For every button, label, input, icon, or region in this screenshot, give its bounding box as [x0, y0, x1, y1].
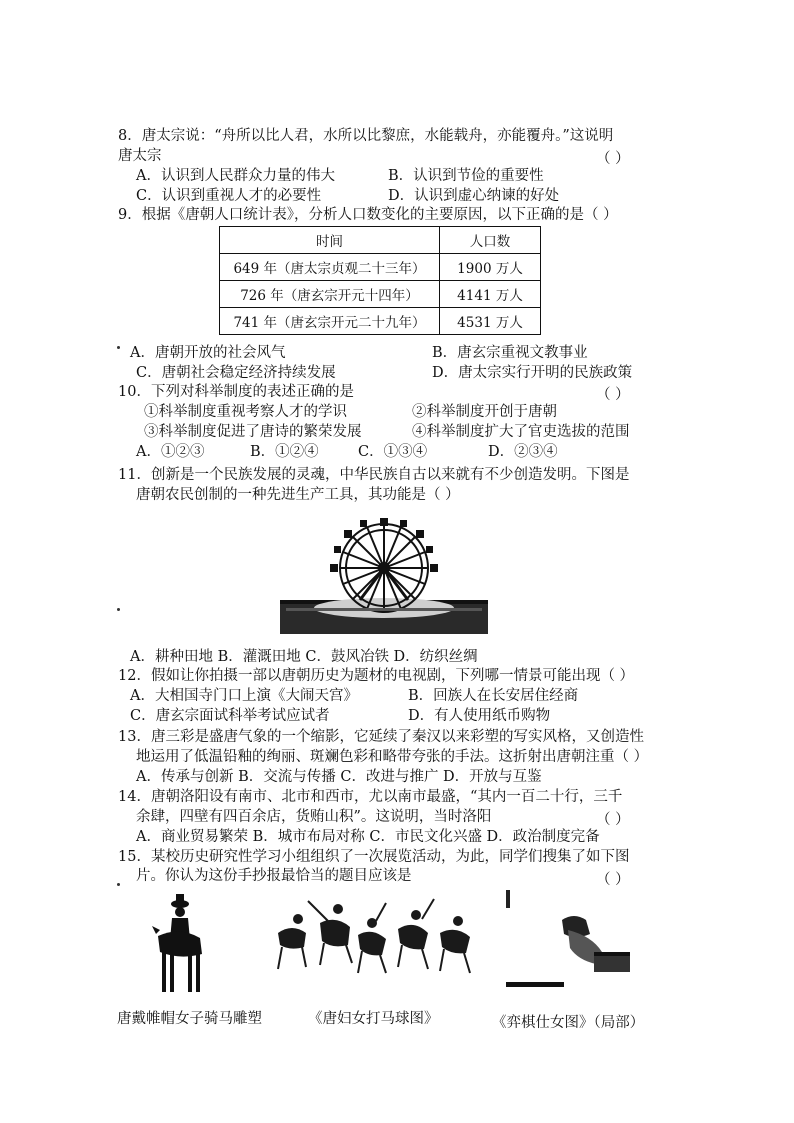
table-header-cell: 人口数	[440, 227, 541, 254]
q9-stem: 9．根据《唐朝人口统计表》，分析人口数变化的主要原因，以下正确的是（ ）	[118, 207, 618, 223]
scan-speck	[117, 346, 120, 349]
q8-option-b: B．认识到节俭的重要性	[388, 168, 544, 184]
scan-speck	[117, 608, 120, 611]
q11-stem-line1: 11．创新是一个民族发展的灵魂，中华民族自古以来就有不少创造发明。下图是	[118, 467, 630, 483]
table-header-row	[220, 227, 541, 254]
q9-option-d: D．唐太宗实行开明的民族政策	[432, 365, 633, 381]
q12-stem: 12．假如让你拍摄一部以唐朝历史为题材的电视剧，下列哪一情景可能出现（ ）	[118, 668, 635, 684]
q15-caption-3: 《弈棋仕女图》（局部）	[492, 1015, 645, 1031]
q11-options: A．耕种田地 B．灌溉田地 C．鼓风冶铁 D．纺织丝绸	[130, 649, 478, 665]
q13-options: A．传承与创新 B．交流与传播 C．改进与推广 D．开放与互鉴	[136, 769, 542, 785]
table-cell: 4141 万人	[440, 281, 541, 308]
polo-players-painting-image	[268, 893, 488, 981]
q8-option-a: A．认识到人民群众力量的伟大	[136, 168, 335, 184]
q8-option-c: C．认识到重视人才的必要性	[136, 188, 322, 204]
q10-option-d: D．②③④	[488, 444, 558, 460]
q14-stem-line2: 余肆，四壁有四百余店，货贿山积”。这说明，当时洛阳	[136, 809, 492, 825]
q15-stem-line2: 片。你认为这份手抄报最恰当的题目应该是	[136, 868, 412, 884]
scan-speck	[117, 883, 120, 886]
q9-option-c: C．唐朝社会稳定经济持续发展	[136, 365, 336, 381]
waterwheel-illustration	[276, 516, 492, 638]
population-table	[219, 226, 541, 335]
q12-option-c: C．唐玄宗面试科举考试应试者	[130, 708, 330, 724]
q12-option-d: D．有人使用纸币购物	[408, 708, 551, 724]
q13-stem-line2: 地运用了低温铅釉的绚丽、斑斓色彩和略带夸张的手法。这折射出唐朝注重（ ）	[136, 749, 649, 765]
q8-stem-line2: 唐太宗	[118, 148, 162, 164]
table-header-cell: 时间	[220, 227, 440, 254]
q14-answer-paren: （ ）	[596, 812, 630, 828]
q8-stem-line1: 8．唐太宗说：“舟所以比人君，水所以比黎庶，水能载舟，亦能覆舟。”这说明	[118, 128, 614, 144]
q15-stem-line1: 15．某校历史研究性学习小组组织了一次展览活动，为此，同学们搜集了如下图	[118, 849, 630, 865]
q10-option-a: A．①②③	[136, 444, 205, 460]
q15-caption-1: 唐戴帷帽女子骑马雕塑	[117, 1011, 262, 1027]
q10-stem: 10．下列对科举制度的表述正确的是	[118, 384, 354, 400]
q15-caption-2: 《唐妇女打马球图》	[308, 1011, 439, 1027]
q8-answer-paren: （ ）	[596, 151, 630, 167]
q12-option-b: B．回族人在长安居住经商	[408, 688, 579, 704]
q9-option-b: B．唐玄宗重视文教事业	[432, 345, 588, 361]
q14-stem-line1: 14．唐朝洛阳设有南市、北市和西市，尤以南市最盛，“其内一百二十行，三千	[118, 789, 623, 805]
table-row	[220, 281, 541, 308]
weiqi-lady-painting-image	[506, 890, 636, 990]
q13-stem-line1: 13．唐三彩是盛唐气象的一个缩影，它延续了秦汉以来彩塑的写实风格，又创造性	[118, 729, 644, 745]
table-row	[220, 254, 541, 281]
q10-answer-paren: （ ）	[596, 387, 630, 403]
q11-stem-line2: 唐朝农民创制的一种先进生产工具，其功能是（ ）	[136, 487, 460, 503]
q8-option-d: D．认识到虚心纳谏的好处	[388, 188, 560, 204]
table-cell: 726 年（唐玄宗开元十四年）	[220, 281, 440, 308]
q10-statement-2: ②科举制度开创于唐朝	[412, 404, 557, 420]
table-cell: 649 年（唐太宗贞观二十三年）	[220, 254, 440, 281]
table-cell: 1900 万人	[440, 254, 541, 281]
q9-option-a: A．唐朝开放的社会风气	[130, 345, 286, 361]
table-cell: 4531 万人	[440, 308, 541, 335]
horse-rider-statue-image	[150, 890, 210, 1002]
q10-option-c: C．①③④	[358, 444, 428, 460]
q15-answer-paren: （ ）	[596, 872, 630, 888]
table-row	[220, 308, 541, 335]
table-cell: 741 年（唐玄宗开元二十九年）	[220, 308, 440, 335]
q10-statement-4: ④科举制度扩大了官吏选拔的范围	[412, 424, 630, 440]
q10-option-b: B．①②④	[250, 444, 319, 460]
q14-options: A．商业贸易繁荣 B．城市布局对称 C．市民文化兴盛 D．政治制度完备	[136, 829, 600, 845]
q10-statement-3: ③科举制度促进了唐诗的繁荣发展	[144, 424, 362, 440]
q10-statement-1: ①科举制度重视考察人才的学识	[144, 404, 347, 420]
q12-option-a: A．大相国寺门口上演《大闹天宫》	[130, 688, 358, 704]
